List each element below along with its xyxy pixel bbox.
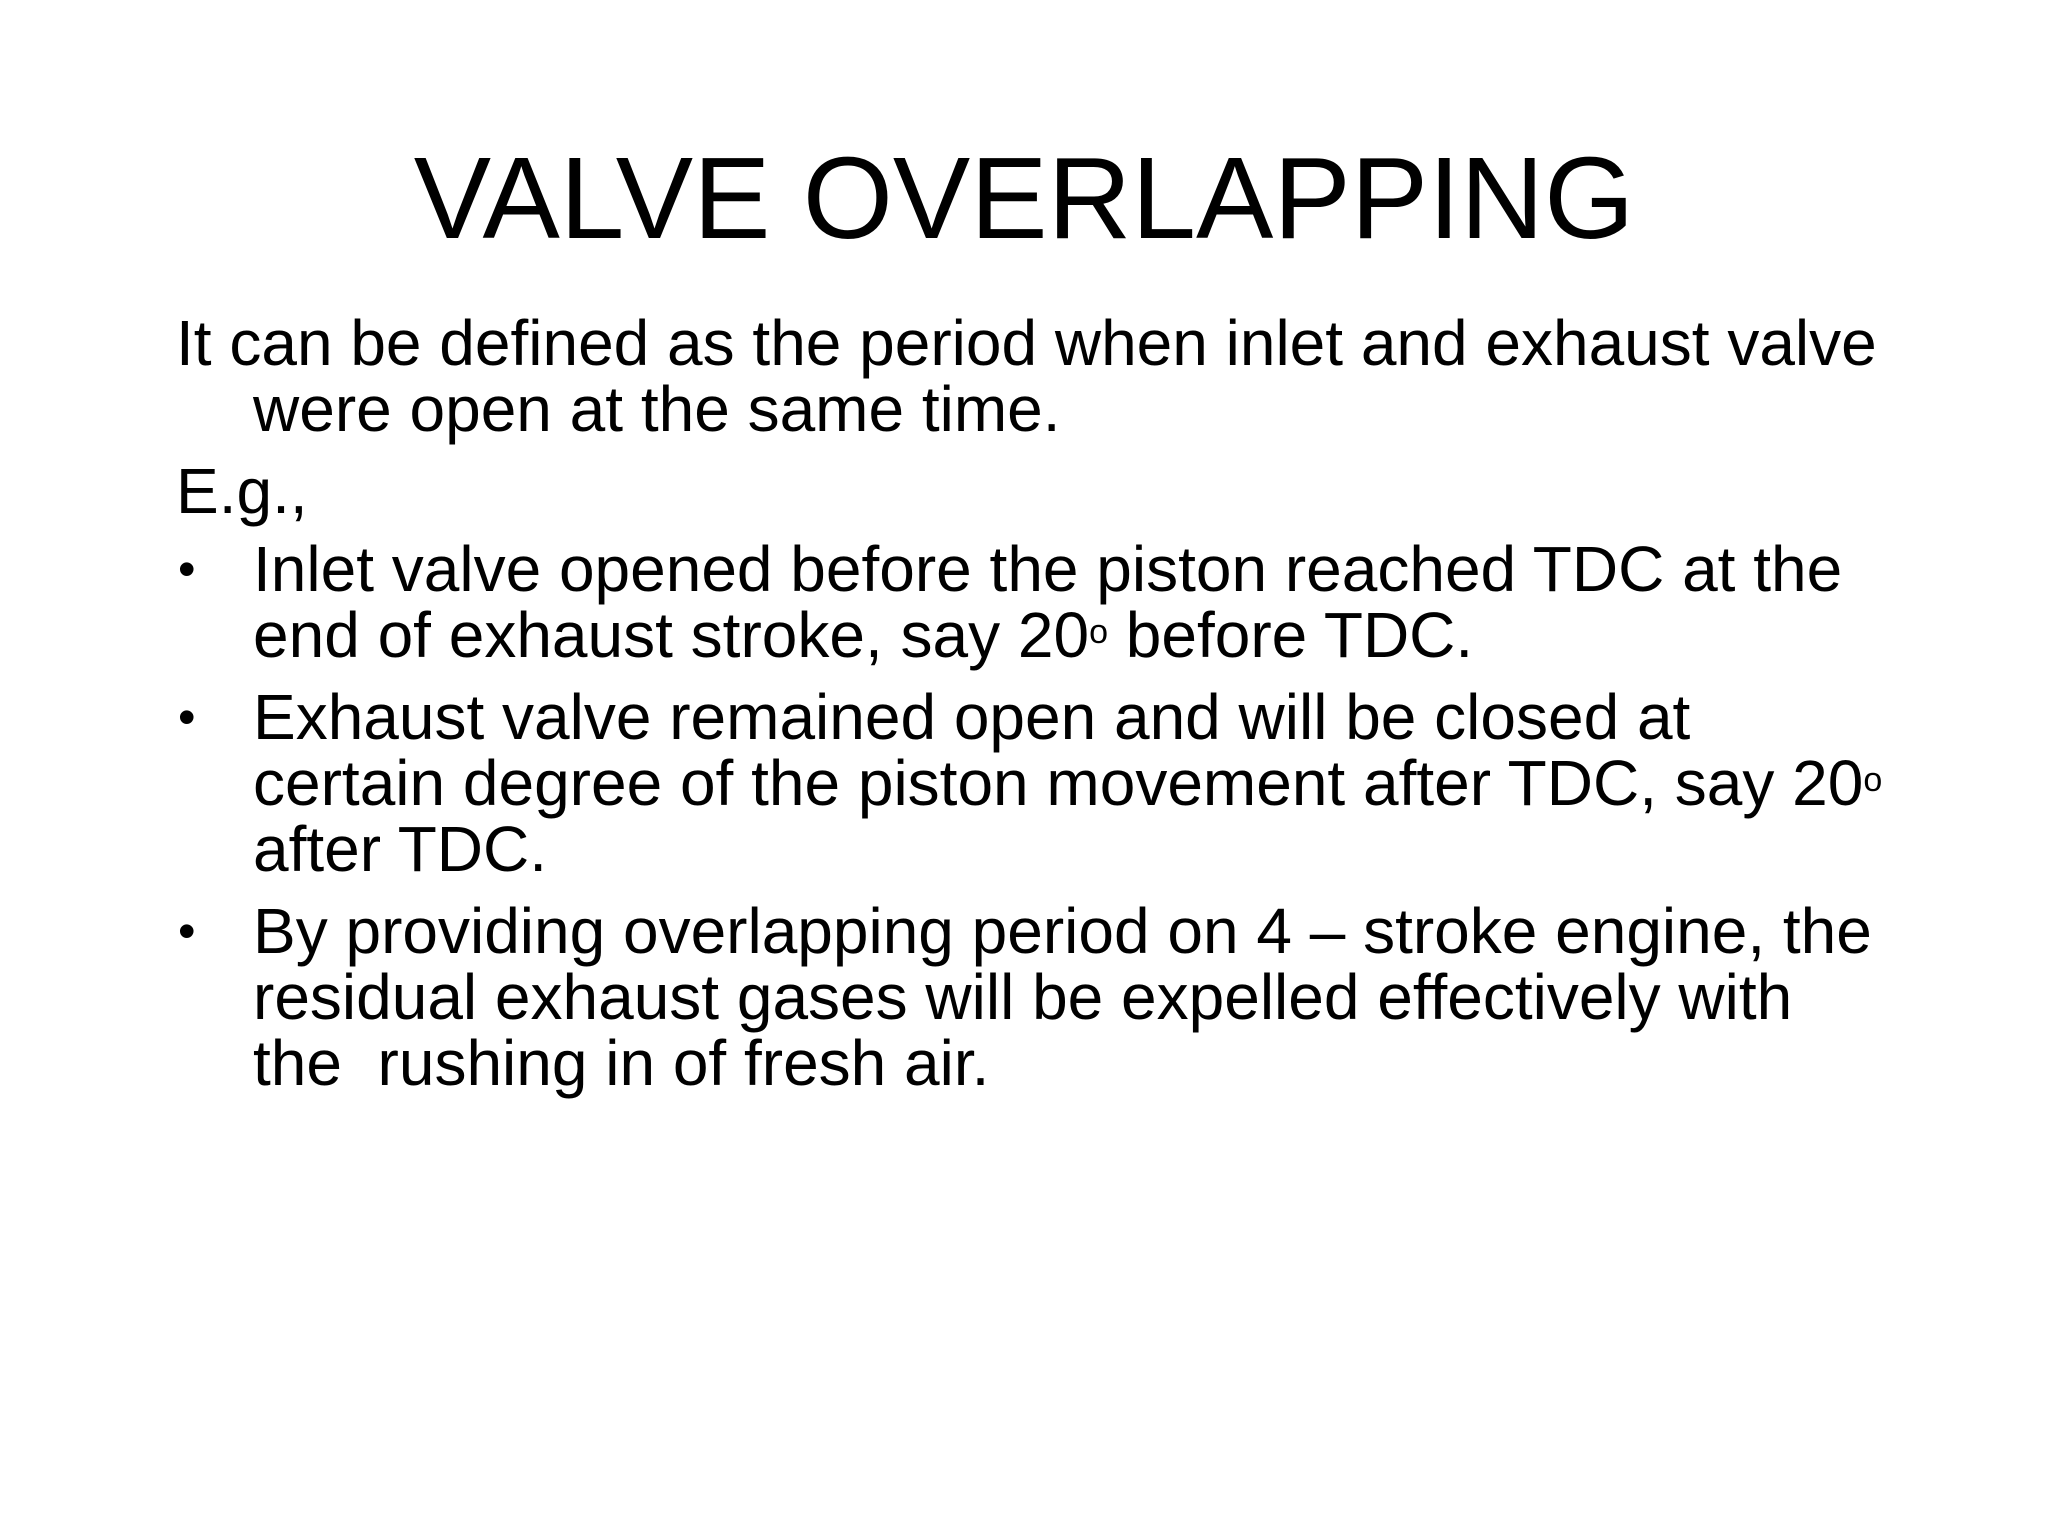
example-label: E.g.,	[176, 455, 308, 527]
degree-superscript: o	[1863, 761, 1883, 799]
slide-title: VALVE OVERLAPPING	[413, 133, 1635, 263]
bullet-text-part: after TDC.	[253, 813, 547, 885]
bullet-item-inlet-valve	[176, 533, 1896, 671]
bullet-icon: •	[178, 689, 196, 745]
bullet-item-overlapping-period	[176, 895, 1896, 1099]
bullet-icon: •	[178, 903, 196, 959]
definition-text: It can be defined as the period when inlet and exhaust valve were open at the same time.	[176, 307, 1877, 445]
bullet-list	[176, 533, 1896, 1099]
bullet-text: By providing overlapping period on 4 – stroke engine, the residual exhaust gases will be expelled effectively with the rushing in of fresh air.	[253, 895, 1890, 1099]
bullet-item-exhaust-valve	[176, 681, 1896, 885]
bullet-text-part: Inlet valve opened before the piston reached TDC at the end of exhaust stroke, say 20	[253, 533, 1843, 671]
bullet-text-part: before TDC.	[1107, 599, 1474, 671]
degree-superscript: o	[1089, 613, 1108, 651]
bullet-text-part: Exhaust valve remained open and will be closed at certain degree of the piston movement after TDC, say 20	[253, 681, 1864, 819]
slide-body	[176, 307, 1896, 1112]
bullet-icon: •	[178, 541, 196, 597]
